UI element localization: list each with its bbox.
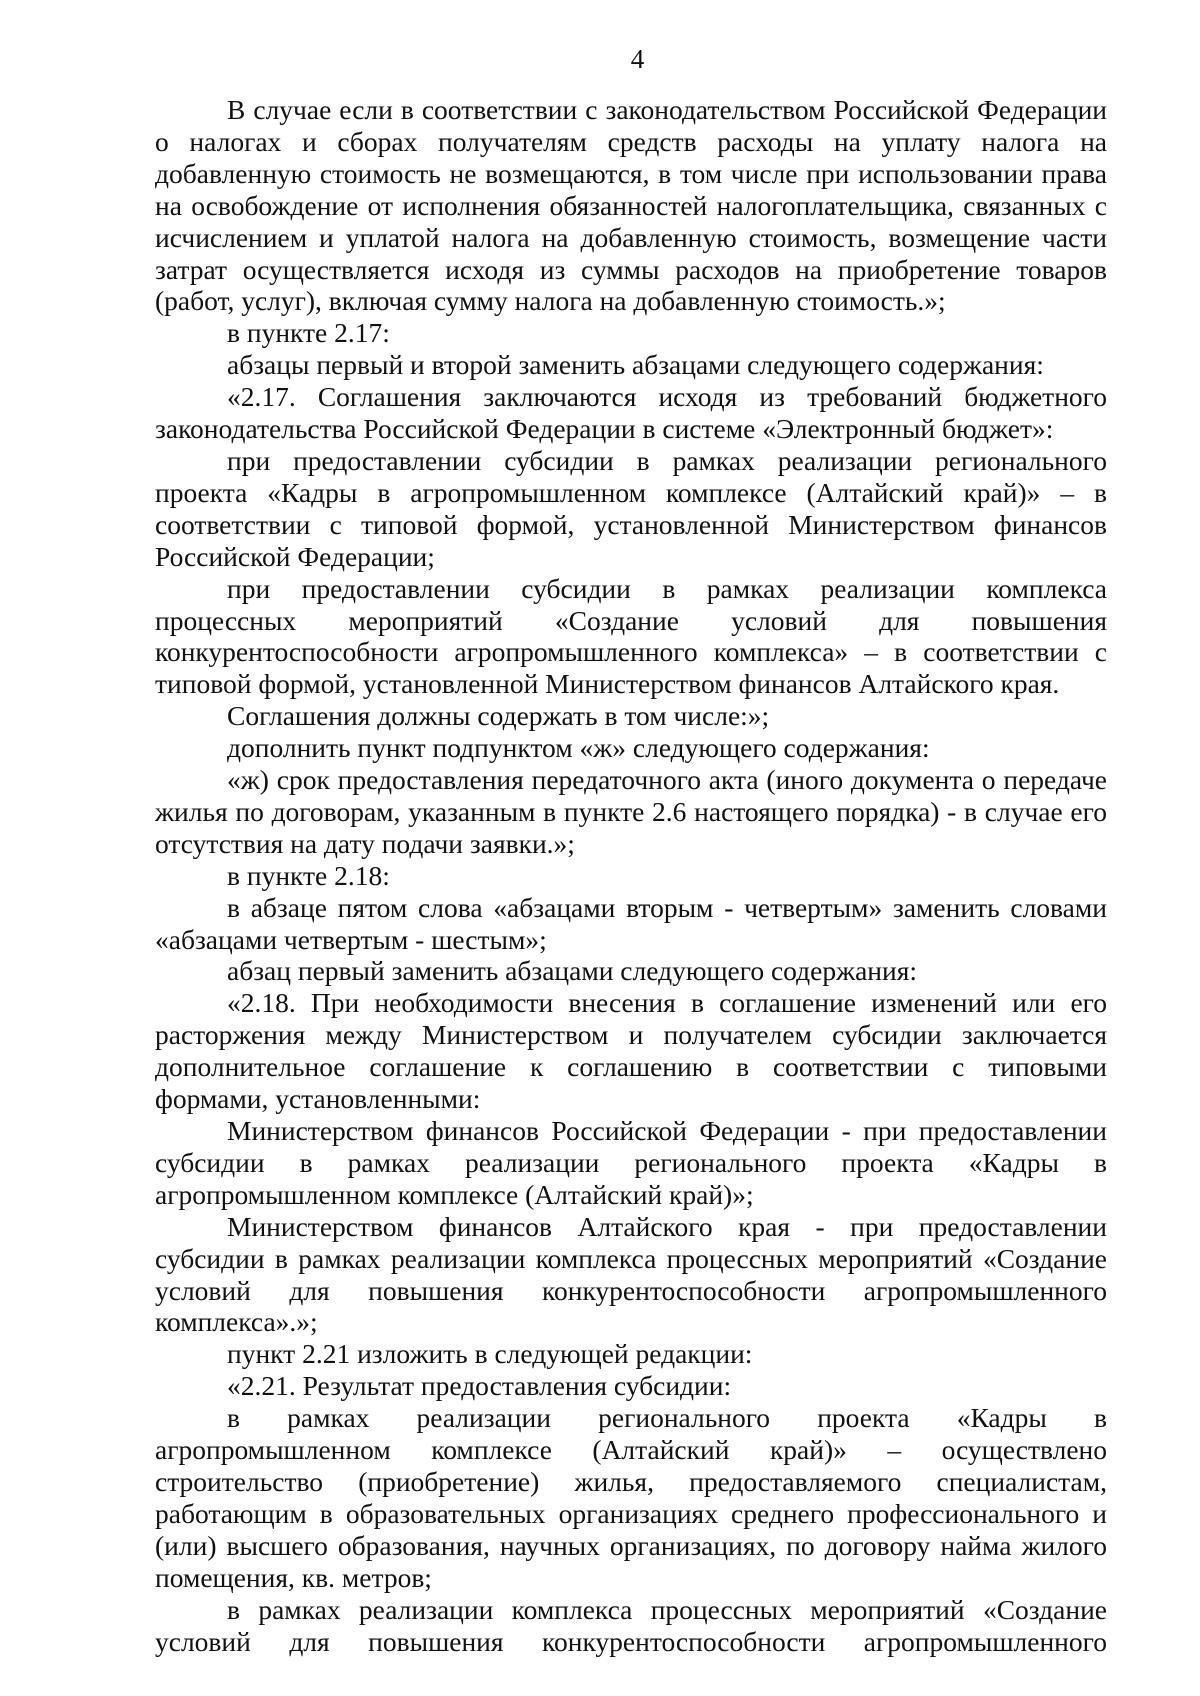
paragraph: «ж) срок предоставления передаточного акта (иного документа о передаче жилья по договорам, указанным в пункте 2.6 настоящего порядка) - в случае его отсутствия на дату подачи заявки.»; [155, 764, 1107, 859]
paragraph: в пункте 2.18: [227, 859, 390, 891]
paragraph: пункт 2.21 изложить в следующей редакции: [227, 1338, 753, 1370]
page-number: 4 [630, 44, 645, 74]
paragraph: в абзаце пятом слова «абзацами вторым - четвертым» заменить словами «абзацами четвертым - шестым»; [155, 891, 1107, 955]
paragraph: Министерством финансов Российской Федерации - при предоставлении субсидии в рамках реализации регионального проекта «Кадры в агропромышленном комплексе (Алтайский край)»; [155, 1115, 1107, 1210]
paragraph: дополнить пункт подпунктом «ж» следующего содержания: [227, 732, 930, 764]
paragraph: Соглашения должны содержать в том числе:»; [227, 700, 770, 732]
paragraph: «2.17. Соглашения заключаются исходя из требований бюджетного законодательства Российской Федерации в системе «Электронный бюджет»: [155, 381, 1107, 445]
paragraph: в рамках реализации комплекса процессных мероприятий «Создание условий для повышения конкурентоспособности агропромышленного [155, 1593, 1107, 1657]
paragraph: в пункте 2.17: [227, 317, 390, 349]
paragraph: Министерством финансов Алтайского края - при предоставлении субсидии в рамках реализации комплекса процессных мероприятий «Создание условий для повышения конкурентоспособности агропромышленного комплекса».»; [155, 1210, 1107, 1338]
paragraph: «2.21. Результат предоставления субсидии: [227, 1370, 732, 1402]
paragraph: «2.18. При необходимости внесения в соглашение изменений или его расторжения между Министерством и получателем субсидии заключается дополнительное соглашение к соглашению в соответствии с типовыми формами, установленными: [155, 987, 1107, 1115]
document-body [155, 94, 1107, 1657]
paragraph: при предоставлении субсидии в рамках реализации регионального проекта «Кадры в агропромышленном комплексе (Алтайский край)» – в соответствии с типовой формой, установленной Министерством финансов Российской Федерации; [155, 444, 1107, 572]
paragraph: абзац первый заменить абзацами следующего содержания: [227, 955, 918, 987]
paragraph: при предоставлении субсидии в рамках реализации комплекса процессных мероприятий «Создание условий для повышения конкурентоспособности агропромышленного комплекса» – в соответствии с типовой формой, установленной Министерством финансов Алтайского края. [155, 572, 1107, 700]
paragraph: абзацы первый и второй заменить абзацами следующего содержания: [227, 349, 1044, 381]
paragraph: в рамках реализации регионального проекта «Кадры в агропромышленном комплексе (Алтайский край)» – осуществлено строительство (приобретение) жилья, предоставляемого специалистам, работающим в образовательных организациях среднего профессионального и (или) высшего образования, научных организациях, по договору найма жилого помещения, кв. метров; [155, 1402, 1107, 1593]
paragraph: В случае если в соответствии с законодательством Российской Федерации о налогах и сборах получателям средств расходы на уплату налога на добавленную стоимость не возмещаются, в том числе при использовании права на освобождение от исполнения обязанностей налогоплательщика, связанных с исчислением и уплатой налога на добавленную стоимость, возмещение части затрат осуществляется исходя из суммы расходов на приобретение товаров (работ, услуг), включая сумму налога на добавленную стоимость.»; [155, 94, 1107, 317]
